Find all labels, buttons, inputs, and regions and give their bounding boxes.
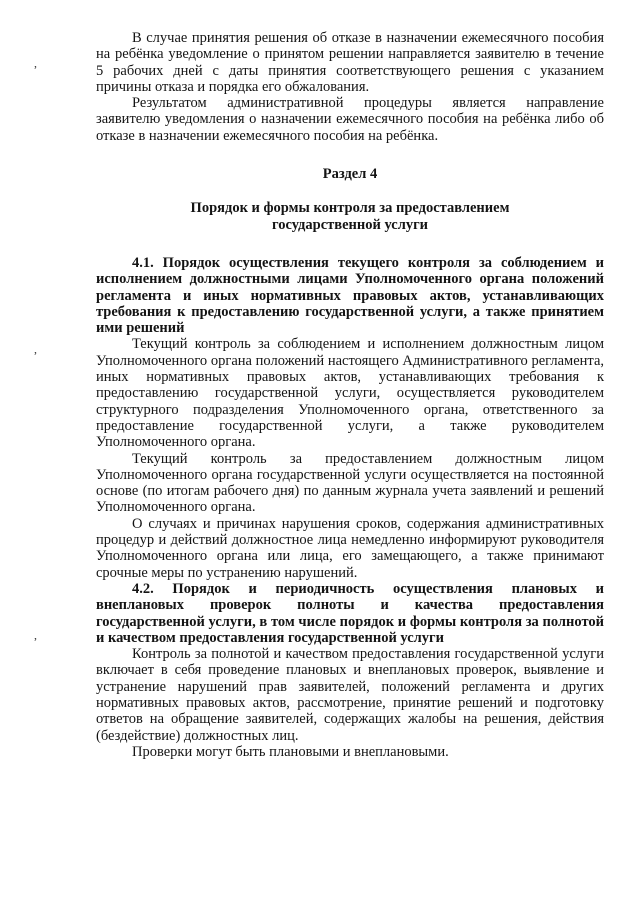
subsection-4-1-paragraph-2: Текущий контроль за предоставлением должностным лицом Уполномоченного органа государственной услуги осуществляется на постоянной основе (по итогам рабочего дня) по данным журнала учета заявлений и решений Уполномоченного органа.: [96, 450, 604, 516]
margin-mark-3: ,: [34, 628, 37, 642]
subsection-4-1-heading: 4.1. Порядок осуществления текущего контроля за соблюдением и исполнением должностными лицами Уполномоченного органа положений регламента и иных нормативных правовых актов, устанавливающих требования к предоставлению государственной услуги, а также принятием ими решений: [96, 254, 604, 337]
subsection-4-2-paragraph-2: Проверки могут быть плановыми и внеплановыми.: [132, 743, 449, 760]
subsection-4-1-paragraph-1: Текущий контроль за соблюдением и исполнением должностным лицом Уполномоченного органа положений настоящего Административного регламента, иных нормативных правовых актов, устанавливающих требования к предоставлению государственной услуги, осуществляется руководителем структурного подразделения Уполномоченного органа, ответственного за предоставление государственной услуги, а также руководителем Уполномоченного органа.: [96, 336, 604, 451]
margin-mark-2: ,: [34, 342, 37, 356]
subsection-4-2-heading: 4.2. Порядок и периодичность осуществления плановых и внеплановых проверок полноты и качества предоставления государственной услуги, в том числе порядок и формы контроля за полнотой и качеством предоставления государственной услуги: [96, 580, 604, 646]
section-title-line-2: государственной услуги: [271, 216, 429, 233]
subsection-4-2-paragraph-1: Контроль за полнотой и качеством предоставления государственной услуги включает в себя проведение плановых и внеплановых проверок, выявление и устранение нарушений прав заявителей, положений регламента и других нормативных правовых актов, рассмотрение, принятие решений и подготовку ответов на обращение заявителей, содержащих жалобы на решения, действия (бездействие) должностных лиц.: [96, 646, 604, 744]
section-number: Раздел 4: [322, 166, 378, 183]
intro-paragraph-2: Результатом административной процедуры является направление заявителю уведомления о назначении ежемесячного пособия на ребёнка либо об отказе в назначении ежемесячного пособия на ребёнка.: [96, 95, 604, 144]
document-page: [96, 30, 604, 760]
intro-paragraph-1: В случае принятия решения об отказе в назначении ежемесячного пособия на ребёнка уведомление о принятом решении направляется заявителю в течение 5 рабочих дней с даты принятия соответствующего решения с указанием причины отказа и порядка его обжалования.: [96, 30, 604, 95]
margin-mark-1: ,: [34, 56, 37, 70]
section-title-line-1: Порядок и формы контроля за предоставлением: [190, 200, 510, 217]
subsection-4-1-paragraph-3: О случаях и причинах нарушения сроков, содержания административных процедур и действий должностное лица немедленно информируют руководителя Уполномоченного органа или лица, его замещающего, а также принимают срочные меры по устранению нарушений.: [96, 515, 604, 581]
